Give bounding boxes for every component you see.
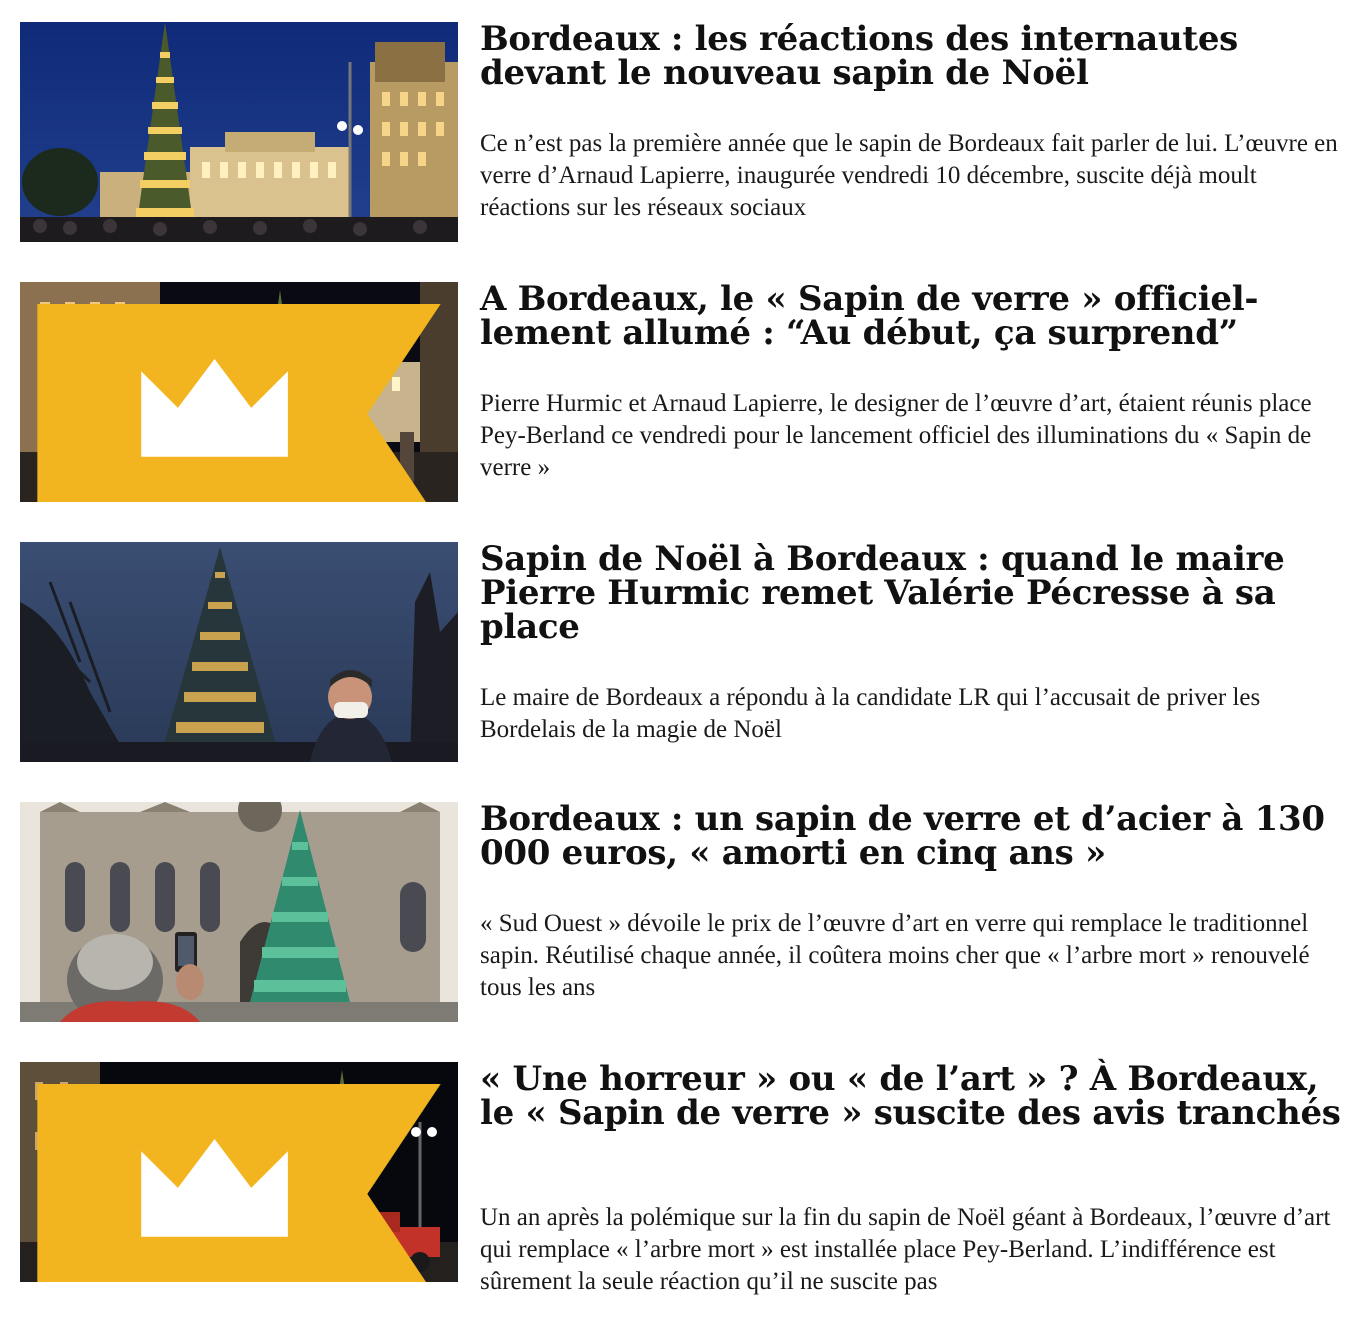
article-excerpt: Un an après la polémique sur la fin du sapin de Noël géant à Bordeaux, l’œuvre d’art qui remplace « l’arbre mort » est installée place Pey-Berland. L’indifférence est sûrement la seule réaction qu’il ne suscite pas — [480, 1204, 1331, 1295]
article-content — [480, 539, 1350, 743]
article-card[interactable] — [20, 279, 1350, 512]
article-thumbnail[interactable] — [20, 1062, 458, 1282]
article-excerpt: « Sud Ouest » dévoile le prix de l’œuvre d’art en verre qui remplace le traditionnel sapin. Réutilisé chaque année, il coûtera moins cher que « l’arbre mort » renouvelé tous les ans — [480, 910, 1310, 1001]
article-content — [480, 279, 1350, 481]
article-content — [480, 1059, 1350, 1295]
article-title[interactable]: Bordeaux : un sapin de verre et d’acier à 130 000 euros, « amorti en cinq ans » — [480, 799, 1325, 873]
article-card[interactable] — [20, 1059, 1350, 1295]
article-thumbnail[interactable] — [20, 282, 458, 502]
article-card[interactable] — [20, 799, 1350, 1032]
article-excerpt: Pierre Hurmic et Arnaud Lapierre, le designer de l’œuvre d’art, étaient réunis place Pey-Berland ce vendredi pour le lancement officiel des illuminations du « Sapin de verre » — [480, 390, 1312, 481]
article-title[interactable]: Bordeaux : les réactions des internautes devant le nouveau sapin de Noël — [480, 19, 1238, 93]
article-thumbnail[interactable] — [20, 542, 458, 762]
article-content — [480, 19, 1350, 221]
article-title[interactable]: A Bordeaux, le « Sapin de verre » officiellement allumé : “Au début, ça surprend” — [480, 279, 1259, 353]
premium-crown-icon — [20, 304, 458, 502]
article-card[interactable] — [20, 19, 1350, 252]
mayor-masked-tree-photo — [20, 542, 458, 762]
article-excerpt: Le maire de Bordeaux a répondu à la candidate LR qui l’accusait de priver les Bordelais de la magie de Noël — [480, 684, 1261, 743]
article-thumbnail[interactable] — [20, 22, 458, 242]
premium-crown-icon — [20, 1084, 458, 1282]
article-excerpt: Ce n’est pas la première année que le sapin de Bordeaux fait parler de lui. L’œuvre en verre d’Arnaud Lapierre, inaugurée vendredi 10 décembre, suscite déjà moult réactions sur les réseaux sociaux — [480, 130, 1338, 221]
article-thumbnail[interactable] — [20, 802, 458, 1022]
cathedral-tree-photo — [20, 802, 458, 1022]
article-title[interactable]: Sapin de Noël à Bordeaux : quand le maire Pierre Hurmic remet Valérie Pécresse à sa place — [480, 539, 1285, 647]
night-square-tree-photo — [20, 22, 458, 242]
article-content — [480, 799, 1350, 1001]
article-title[interactable]: « Une horreur » ou « de l’art » ? À Bordeaux, le « Sapin de verre » suscite des avis tranchés — [480, 1059, 1341, 1133]
article-card[interactable] — [20, 539, 1350, 772]
